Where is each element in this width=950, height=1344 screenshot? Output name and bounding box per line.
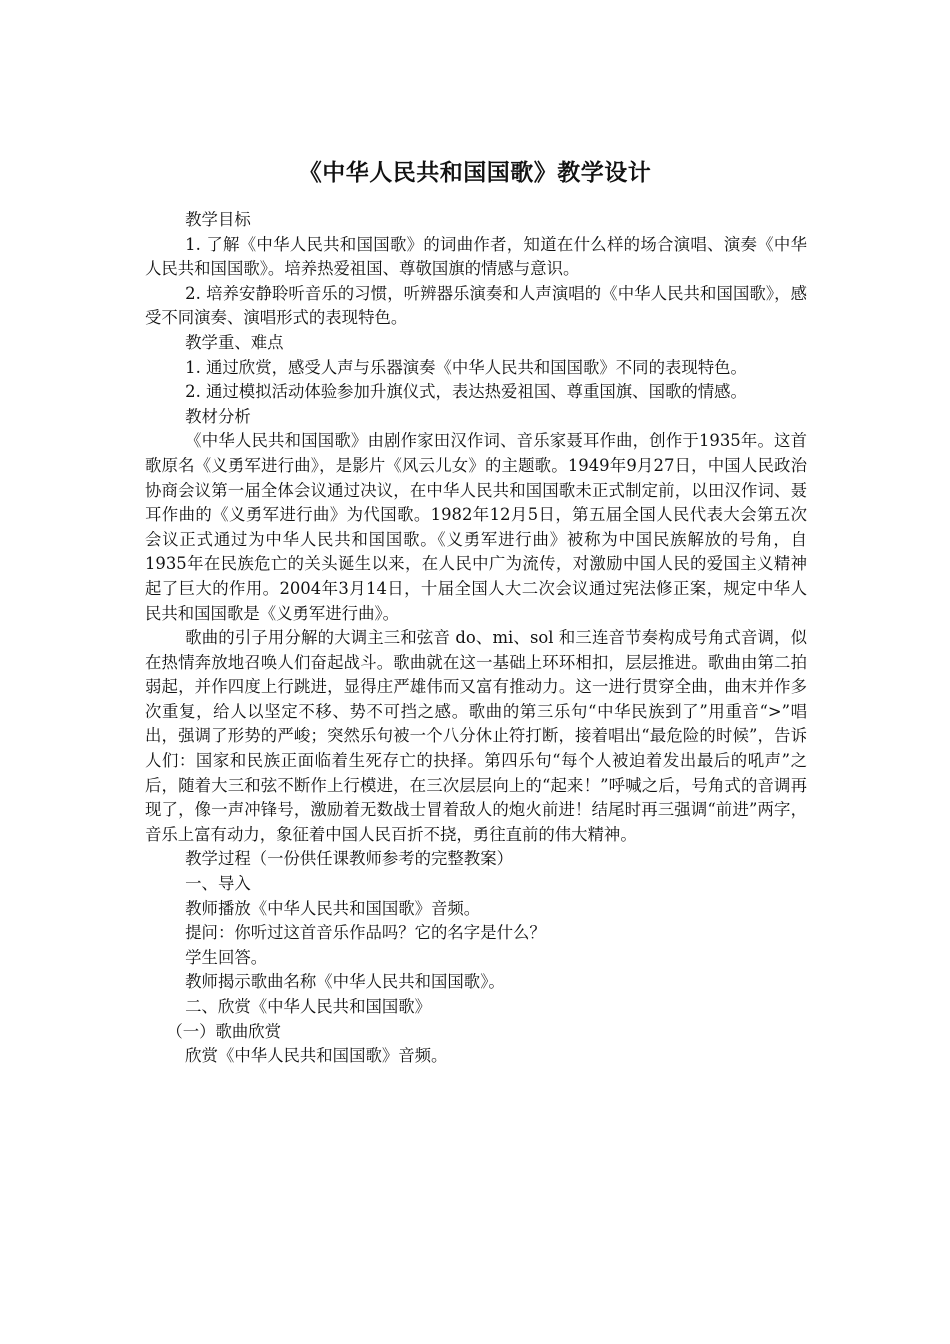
section-intro: 一、导入 — [185, 874, 251, 894]
analysis-paragraph-music: 歌曲的引子用分解的大调主三和弦音 do、mi、sol 和三连音节奏构成号角式音调，似在热情奔放地召唤人们奋起战斗。歌曲就在这一基础上环环相扣，层层推进。歌曲由第二拍弱起，并作四度上行跳进，显得庄严雄伟而又富有推动力。这一进行贯穿全曲，曲末并作多次重复，给人以坚定不移、势不可挡之感。歌曲的第三乐句“中华民族到了”用重音“>”唱出，强调了形势的严峻；突然乐句被一个八分休止符打断，接着唱出“最危险的时候”，告诉人们：国家和民族正面临着生死存亡的抉择。第四乐句“每个人被迫着发出最后的吼声”之后，随着大三和弦不断作上行模进，在三次层层向上的“起来！”呼喊之后，号角式的音调再现了，像一声冲锋号，激励着无数战士冒着敌人的炮火前进！结尾时再三强调“前进”两字，音乐上富有动力，象征着中国人民百折不挠，勇往直前的伟大精神。 — [145, 628, 807, 844]
heading-key-points: 教学重、难点 — [185, 332, 284, 352]
document-body — [145, 208, 807, 1069]
heading-teaching-goals: 教学目标 — [185, 210, 251, 229]
key-point-1: 1. 通过欣赏，感受人声与乐器演奏《中华人民共和国国歌》不同的表现特色。 — [185, 357, 747, 377]
goal-item-1: 1. 了解《中华人民共和国国歌》的词曲作者，知道在什么样的场合演唱、演奏《中华人民共和国国歌》。培养热爱祖国、尊敬国旗的情感与意识。 — [145, 234, 807, 279]
process-step: 学生回答。 — [185, 947, 268, 967]
process-step: 欣赏《中华人民共和国国歌》音频。 — [185, 1046, 448, 1066]
document-title: 《中华人民共和国国歌》教学设计 — [298, 160, 652, 186]
analysis-paragraph-history: 《中华人民共和国国歌》由剧作家田汉作词、音乐家聂耳作曲，创作于1935年。这首歌原名《义勇军进行曲》，是影片《风云儿女》的主题歌。1949年9月27日，中国人民政治协商会议第一届全体会议通过决议，在中华人民共和国国歌未正式制定前，以田汉作词、聂耳作曲的《义勇军进行曲》为代国歌。1982年12月5日，第五届全国人民代表大会第五次会议正式通过为中华人民共和国国歌。《义勇军进行曲》被称为中国民族解放的号角，自1935年在民族危亡的关头诞生以来，在人民中广为流传，对激励中国人民的爱国主义精神起了巨大的作用。2004年3月14日，十届全国人大二次会议通过宪法修正案，规定中华人民共和国国歌是《义勇军进行曲》。 — [145, 431, 807, 623]
section-appreciation: 二、欣赏《中华人民共和国国歌》 — [185, 997, 432, 1016]
process-step: 教师揭示歌曲名称《中华人民共和国国歌》。 — [185, 972, 505, 992]
goal-item-2: 2. 培养安静聆听音乐的习惯，听辨器乐演奏和人声演唱的《中华人民共和国国歌》，感受不同演奏、演唱形式的表现特色。 — [145, 283, 807, 328]
process-step: 提问：你听过这首音乐作品吗？它的名字是什么？ — [185, 923, 546, 943]
subsection-song-appreciation: （一）歌曲欣赏 — [166, 1021, 282, 1041]
heading-teaching-process: 教学过程（一份供任课教师参考的完整教案） — [185, 849, 513, 869]
process-step: 教师播放《中华人民共和国国歌》音频。 — [185, 898, 481, 918]
heading-material-analysis: 教材分析 — [185, 406, 251, 426]
key-point-2: 2. 通过模拟活动体验参加升旗仪式，表达热爱祖国、尊重国旗、国歌的情感。 — [185, 382, 747, 402]
